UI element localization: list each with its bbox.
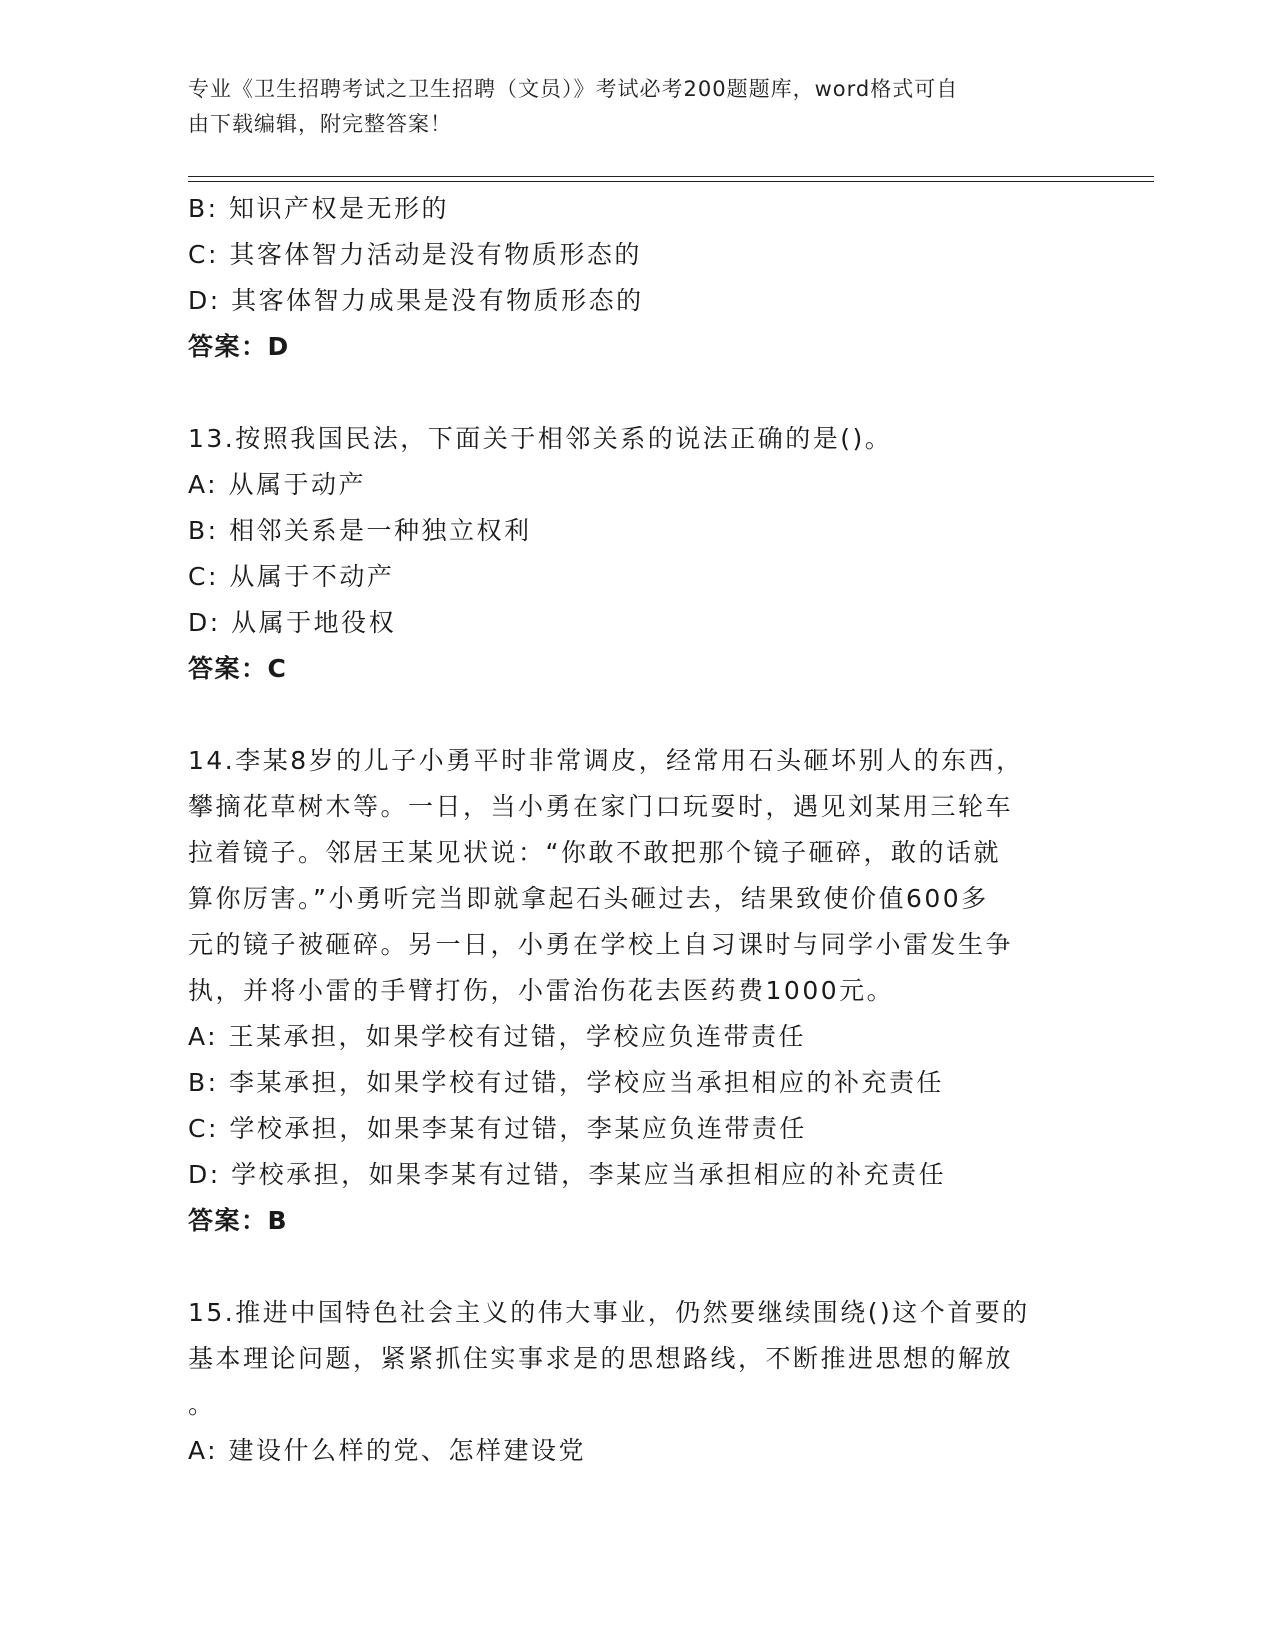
spacer [188,1244,1068,1290]
option-a: A: 王某承担，如果学校有过错，学校应负连带责任 [188,1022,807,1051]
question-13 [188,416,1068,692]
question-line: 基本理论问题，紧紧抓住实事求是的思想路线，不断推进思想的解放 [188,1344,1014,1373]
question-line: 。 [188,1390,216,1419]
question-text: 13.按照我国民法，下面关于相邻关系的说法正确的是()。 [188,424,893,453]
option-b: B: 知识产权是无形的 [188,194,450,223]
header-divider-top [188,176,1154,177]
question-line: 执，并将小雷的手臂打伤，小雷治伤花去医药费1000元。 [188,976,895,1005]
option-a: A: 建设什么样的党、怎样建设党 [188,1436,587,1465]
option-b: B: 相邻关系是一种独立权利 [188,516,532,545]
answer-line: 答案：D [188,332,290,361]
option-d: D: 从属于地役权 [188,608,397,637]
option-d: D: 学校承担，如果李某有过错，李某应当承担相应的补充责任 [188,1160,947,1189]
spacer [188,370,1068,416]
option-b: B: 李某承担，如果学校有过错，学校应当承担相应的补充责任 [188,1068,945,1097]
question-text [188,738,1068,1014]
option-d: D: 其客体智力成果是没有物质形态的 [188,286,644,315]
answer-line: 答案：C [188,654,288,683]
question-line: 元的镜子被砸碎。另一日，小勇在学校上自习课时与同学小雷发生争 [188,930,1014,959]
question-line: 15.推进中国特色社会主义的伟大事业，仍然要继续围绕()这个首要的 [188,1298,1030,1327]
answer-line: 答案：B [188,1206,289,1235]
option-c: C: 学校承担，如果李某有过错，李某应负连带责任 [188,1114,807,1143]
question-list [188,186,1068,1474]
question-line: 算你厉害。”小勇听完当即就拿起石头砸过去，结果致使价值600多 [188,884,989,913]
question-14 [188,738,1068,1244]
option-c: C: 从属于不动产 [188,562,395,591]
question-line: 攀摘花草树木等。一日，当小勇在家门口玩耍时，遇见刘某用三轮车 [188,792,1014,821]
question-line: 14.李某8岁的儿子小勇平时非常调皮，经常用石头砸坏别人的东西， [188,746,1024,775]
option-a: A: 从属于动产 [188,470,367,499]
header-line-2: 由下载编辑，附完整答案！ [188,112,452,136]
header-divider-bottom [188,181,1154,182]
option-c: C: 其客体智力活动是没有物质形态的 [188,240,642,269]
question-15 [188,1290,1068,1474]
question-line: 拉着镜子。邻居王某见状说：“你敢不敢把那个镜子砸碎，敢的话就 [188,838,1001,867]
header-line-1: 专业《卫生招聘考试之卫生招聘（文员）》考试必考200题题库，word格式可自 [188,77,959,101]
spacer [188,692,1068,738]
question-12 [188,186,1068,370]
question-text [188,1290,1068,1428]
document-header [188,72,1088,142]
